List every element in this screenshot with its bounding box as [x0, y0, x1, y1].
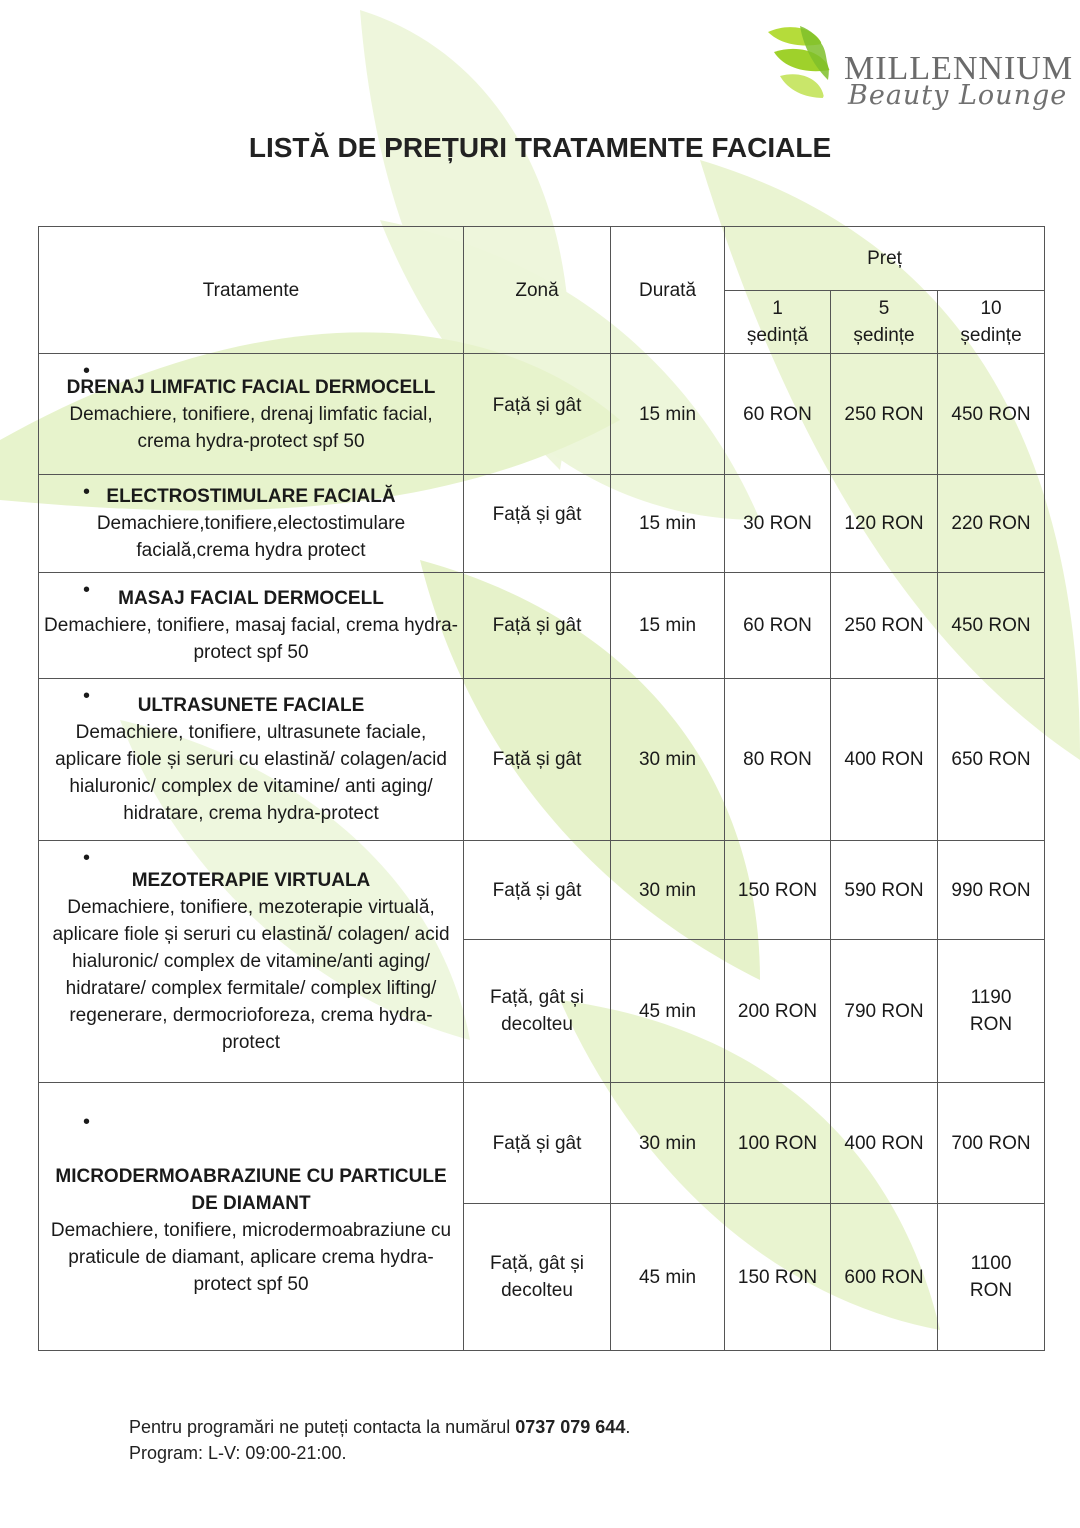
- treatment-cell: [39, 679, 464, 841]
- treatment-description: Demachiere, tonifiere, microdermoabraziune cu praticule de diamant, aplicare crema hydra-protect spf 50: [50, 1220, 452, 1295]
- table-row: [39, 475, 1045, 573]
- table-row: [39, 679, 1045, 841]
- header-session-1: 1 ședință: [725, 291, 831, 354]
- duration-cell: 45 min: [611, 1204, 725, 1351]
- treatment-cell: [39, 573, 464, 679]
- logo-brand-name: MILLENNIUM: [844, 50, 1074, 87]
- bullet-icon: •: [83, 481, 91, 503]
- price-1-cell: 30 RON: [725, 475, 831, 573]
- table-row: [39, 841, 1045, 940]
- header-session-5: 5 ședințe: [831, 291, 938, 354]
- price-10-cell: 1190 RON: [938, 940, 1045, 1083]
- duration-cell: 15 min: [611, 573, 725, 679]
- schedule-text: Program: L-V: 09:00-21:00.: [129, 1443, 347, 1463]
- price-5-cell: 400 RON: [831, 679, 938, 841]
- bullet-icon: •: [83, 1111, 91, 1133]
- treatment-cell: [39, 1083, 464, 1351]
- zone-cell: Față și gât: [464, 1083, 611, 1204]
- leaf-face-logo-icon: [760, 22, 844, 118]
- treatment-name: ULTRASUNETE FACIALE: [137, 695, 365, 716]
- price-1-cell: 60 RON: [725, 354, 831, 475]
- zone-cell: Față și gât: [464, 354, 611, 475]
- price-5-cell: 250 RON: [831, 573, 938, 679]
- price-5-cell: 400 RON: [831, 1083, 938, 1204]
- header-session-10: 10 ședințe: [938, 291, 1045, 354]
- price-10-cell: 700 RON: [938, 1083, 1045, 1204]
- price-1-cell: 80 RON: [725, 679, 831, 841]
- contact-text: Pentru programări ne puteți contacta la numărul: [129, 1417, 516, 1437]
- table-row: [39, 1083, 1045, 1204]
- treatment-description: Demachiere, tonifiere, drenaj limfatic facial, crema hydra-protect spf 50: [69, 403, 433, 452]
- contact-period: .: [625, 1417, 631, 1437]
- price-1-cell: 100 RON: [725, 1083, 831, 1204]
- header-duration: Durată: [611, 227, 725, 354]
- price-5-cell: 790 RON: [831, 940, 938, 1083]
- price-table: [38, 226, 1045, 1351]
- bullet-icon: •: [83, 685, 91, 707]
- phone-number: 0737 079 644: [515, 1417, 626, 1437]
- zone-cell: Față, gât și decolteu: [464, 940, 611, 1083]
- treatment-name: ELECTROSTIMULARE FACIALĂ: [106, 486, 396, 507]
- table-row: [39, 573, 1045, 679]
- header-price: Preț: [725, 227, 1045, 291]
- price-5-cell: 120 RON: [831, 475, 938, 573]
- treatment-description: Demachiere,tonifiere,electostimulare facială,crema hydra protect: [96, 513, 406, 561]
- price-10-cell: 220 RON: [938, 475, 1045, 573]
- price-10-cell: 450 RON: [938, 354, 1045, 475]
- bullet-icon: •: [83, 360, 91, 382]
- treatment-name: MASAJ FACIAL DERMOCELL: [118, 588, 384, 609]
- zone-cell: Față, gât și decolteu: [464, 1204, 611, 1351]
- logo-tagline: Beauty Lounge: [848, 80, 1068, 111]
- treatment-description: Demachiere, tonifiere, mezoterapie virtuală, aplicare fiole și seruri cu elastină/ colagen/ acid hialuronic/ complex de vitamine/anti aging/ hidratare/ complex fermitale/ complex lifting/ regenerare, dermocrioforeza, crema hydra-protect: [52, 897, 450, 1053]
- duration-cell: 15 min: [611, 354, 725, 475]
- price-10-cell: 1100 RON: [938, 1204, 1045, 1351]
- treatment-cell: [39, 841, 464, 1083]
- duration-cell: 30 min: [611, 841, 725, 940]
- duration-cell: 30 min: [611, 1083, 725, 1204]
- price-1-cell: 60 RON: [725, 573, 831, 679]
- zone-cell: Față și gât: [464, 679, 611, 841]
- price-10-cell: 450 RON: [938, 573, 1045, 679]
- header-treatments: Tratamente: [39, 227, 464, 354]
- page-title: LISTĂ DE PREȚURI TRATAMENTE FACIALE: [248, 132, 832, 163]
- duration-cell: 45 min: [611, 940, 725, 1083]
- treatment-name: MICRODERMOABRAZIUNE CU PARTICULE DE DIAMANT: [55, 1166, 447, 1214]
- price-10-cell: 650 RON: [938, 679, 1045, 841]
- treatment-name: MEZOTERAPIE VIRTUALA: [131, 870, 371, 891]
- price-1-cell: 150 RON: [725, 1204, 831, 1351]
- treatment-cell: [39, 354, 464, 475]
- bullet-icon: •: [83, 847, 91, 869]
- header-zone: Zonă: [464, 227, 611, 354]
- price-5-cell: 590 RON: [831, 841, 938, 940]
- price-5-cell: 250 RON: [831, 354, 938, 475]
- price-10-cell: 990 RON: [938, 841, 1045, 940]
- brand-logo: [760, 22, 1074, 118]
- treatment-cell: [39, 475, 464, 573]
- header-row-top: [39, 227, 1045, 291]
- zone-cell: Față și gât: [464, 841, 611, 940]
- treatment-description: Demachiere, tonifiere, ultrasunete faciale, aplicare fiole și seruri cu elastină/ colagen/acid hialuronic/ complex de vitamine/ anti aging/ hidratare, crema hydra-protect: [55, 722, 447, 824]
- zone-cell: Față și gât: [464, 475, 611, 573]
- price-1-cell: 150 RON: [725, 841, 831, 940]
- contact-info: [129, 1414, 630, 1466]
- bullet-icon: •: [83, 579, 91, 601]
- treatment-description: Demachiere, tonifiere, masaj facial, crema hydra-protect spf 50: [44, 615, 458, 663]
- price-1-cell: 200 RON: [725, 940, 831, 1083]
- treatment-name: DRENAJ LIMFATIC FACIAL DERMOCELL: [66, 376, 436, 398]
- table-row: [39, 354, 1045, 475]
- duration-cell: 30 min: [611, 679, 725, 841]
- zone-cell: Față și gât: [464, 573, 611, 679]
- duration-cell: 15 min: [611, 475, 725, 573]
- price-5-cell: 600 RON: [831, 1204, 938, 1351]
